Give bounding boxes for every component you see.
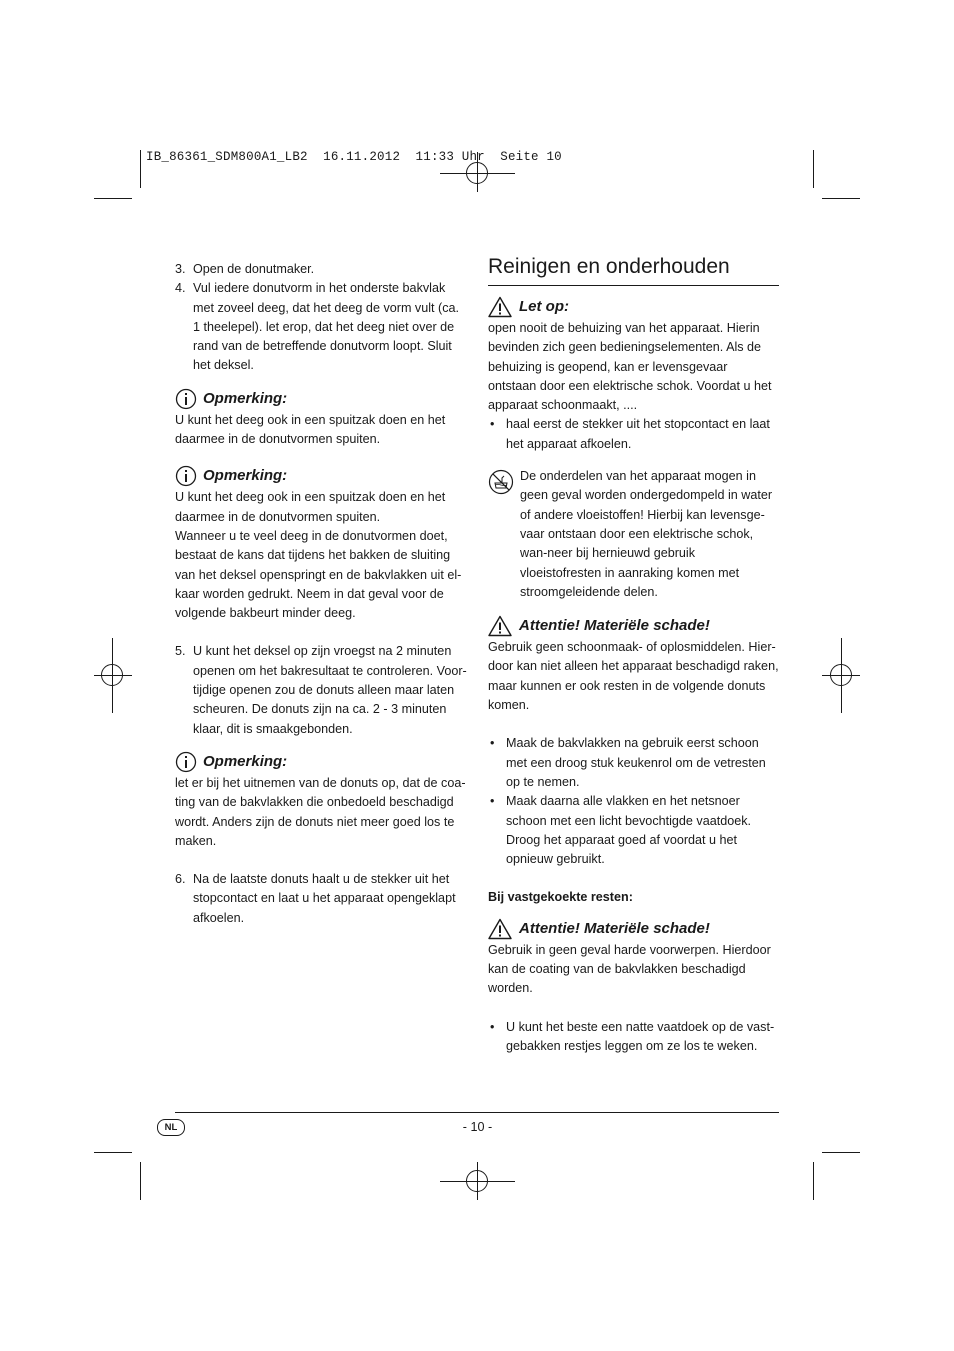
step-text: U kunt het deksel op zijn vroegst na 2 minuten openen om het bakresultaat te controleren. Voor-tijdige openen zou de donuts alleen maar laten scheuren. De donuts zijn na ca. 2 - 3 minuten klaar, dit is smaakgebonden.	[193, 644, 467, 736]
note-text: U kunt het deeg ook in een spuitzak doen en het daarmee in de donutvormen spuiten.	[175, 412, 446, 447]
steps-list	[175, 870, 467, 928]
subheading: Bij vastgekoekte resten:	[488, 890, 633, 905]
note-text: let er bij het uitnemen van de donuts op, dat de coa-ting van de bakvlakken die onbedoeld beschadigd wordt. Anders zijn de donuts niet meer goed los te maken.	[175, 775, 466, 848]
warning-text: open nooit de behuizing van het apparaat. Hierin bevinden zich geen bedieningselementen. Als de behuizing is geopend, kan er levensgevaar ontstaan door een elektrische schok. Voordat u het apparaat schoonmaakt, ....	[488, 321, 772, 413]
warning-heading	[488, 615, 779, 637]
print-slug: IB_86361_SDM800A1_LB2 16.11.2012 11:33 Uhr Seite 10	[146, 150, 562, 164]
crop-mark	[94, 1152, 132, 1153]
notice-text: De onderdelen van het apparaat mogen in geen geval worden ondergedompeld in water of andere vloeistoffen! Hierbij kan levensge-vaar ontstaan door een elektrische schok, wan-neer bij hernieuwd gebruik vloeistofresten in aanraking komen met stroomgeleidende delen.	[520, 469, 773, 599]
step-number: 6.	[175, 872, 186, 887]
bullet-list	[488, 734, 779, 869]
warning-icon	[488, 918, 512, 940]
right-column	[488, 254, 779, 1056]
warning-icon	[488, 615, 512, 637]
bullet-list	[488, 415, 779, 454]
step-text: Vul iedere donutvorm in het onderste bakvlak met zoveel deeg, dat het deeg de vorm vult (ca. 1 theelepel). let erop, dat het deeg niet over de rand van de betreffende donutvorm loopt. Sluit het deksel.	[193, 281, 460, 373]
no-immersion-notice	[488, 467, 779, 602]
bullet-list	[488, 1018, 779, 1057]
page-number: - 10 -	[462, 1120, 493, 1134]
registration-mark	[830, 664, 852, 686]
warning-title: Let op:	[519, 298, 569, 315]
crop-mark	[140, 1162, 141, 1200]
warning-heading	[488, 296, 779, 318]
step-number: 4.	[175, 281, 186, 296]
note-title: Opmerking:	[203, 752, 288, 770]
crop-mark	[822, 198, 860, 199]
warning-title: Attentie! Materiële schade!	[519, 617, 710, 635]
crop-mark	[140, 150, 141, 188]
list-item	[175, 260, 467, 279]
registration-mark	[101, 664, 123, 686]
warning-text: Gebruik in geen geval harde voorwerpen. Hierdoor kan de coating van de bakvlakken beschadigd worden.	[488, 942, 771, 996]
step-text: Na de laatste donuts haalt u de stekker uit het stopcontact en laat u het apparaat opengeklapt afkoelen.	[193, 872, 456, 925]
step-number: 5.	[175, 644, 186, 659]
registration-mark	[466, 162, 488, 184]
crop-mark	[822, 1152, 860, 1153]
footer-rule	[175, 1112, 779, 1113]
note-text: U kunt het deeg ook in een spuitzak doen en het daarmee in de donutvormen spuiten.	[175, 490, 446, 524]
registration-mark	[466, 1170, 488, 1192]
steps-list	[175, 642, 467, 738]
warning-title: Attentie! Materiële schade!	[519, 919, 710, 937]
info-icon	[175, 388, 197, 410]
crop-mark	[813, 1162, 814, 1200]
steps-list	[175, 260, 467, 376]
list-item: • U kunt het beste een natte vaatdoek op de vast-gebakken restjes leggen om ze los te weken.	[488, 1018, 779, 1057]
list-item: • haal eerst de stekker uit het stopcontact en laat het apparaat afkoelen.	[488, 415, 779, 454]
warning-icon	[488, 296, 512, 318]
note-heading	[175, 751, 467, 773]
info-icon	[175, 465, 197, 487]
left-column	[175, 260, 467, 928]
list-item	[175, 642, 467, 738]
note-title: Opmerking:	[203, 467, 288, 485]
note-heading	[175, 388, 467, 410]
list-item	[175, 279, 467, 375]
crop-mark	[813, 150, 814, 188]
warning-heading	[488, 918, 779, 940]
crop-mark	[94, 198, 132, 199]
language-badge: NL	[157, 1119, 185, 1136]
list-item: • Maak de bakvlakken na gebruik eerst schoon met een droog stuk keukenrol om de vetresten op te nemen.	[488, 734, 779, 792]
note-title: Opmerking:	[203, 389, 288, 407]
info-icon	[175, 751, 197, 773]
list-item	[175, 870, 467, 928]
warning-text: Gebruik geen schoonmaak- of oplosmiddelen. Hier-door kan niet alleen het apparaat beschadigd raken, maar kunnen er ook resten in de volgende donuts komen.	[488, 640, 779, 713]
section-title: Reinigen en onderhouden	[488, 254, 779, 286]
step-number: 3.	[175, 262, 186, 276]
no-immersion-icon	[488, 469, 514, 495]
step-text: Open de donutmaker.	[193, 262, 315, 276]
note-heading	[175, 465, 467, 487]
list-item: • Maak daarna alle vlakken en het netsnoer schoon met een licht bevochtigde vaatdoek. Droog het apparaat goed af voordat u het opnieuw gebruikt.	[488, 792, 779, 869]
note-text: Wanneer u te veel deeg in de donutvormen doet, bestaat de kans dat tijdens het bakken de sluiting van het deksel openspringt en de bakvlakken uit el-kaar worden gedrukt. Neem in dat geval voor de volgende bakbeurt minder deeg.	[175, 528, 462, 621]
